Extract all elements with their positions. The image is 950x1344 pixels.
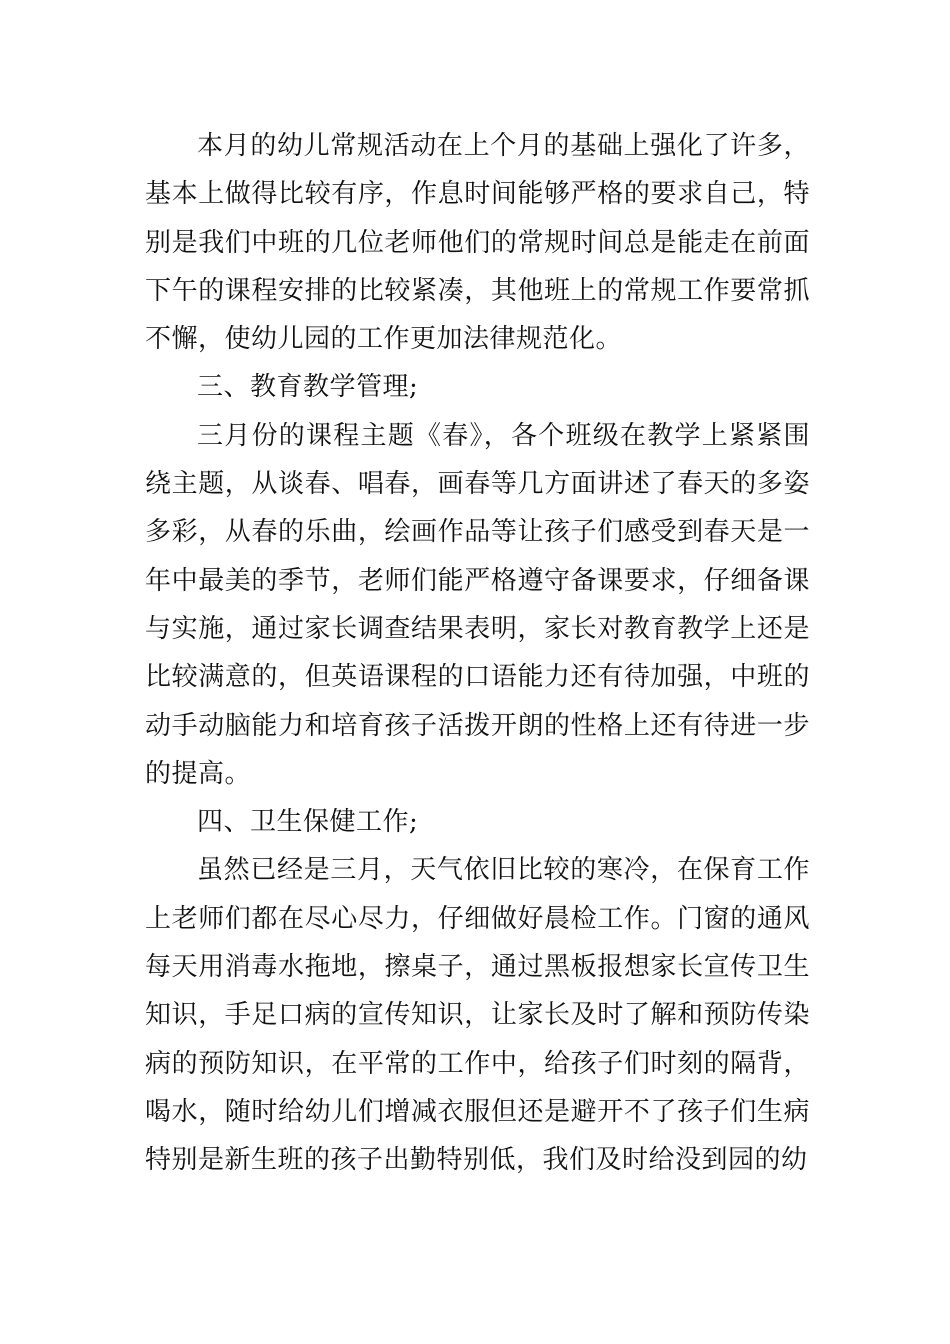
paragraph-routine: 本月的幼儿常规活动在上个月的基础上强化了许多，基本上做得比较有序，作息时间能够严格的要求自己，特别是我们中班的几位老师他们的常规时间总是能走在前面下午的课程安排的比较紧凑，其他班上的常规工作要常抓不懈，使幼儿园的工作更加法律规范化。 bbox=[145, 131, 810, 355]
section-heading-teaching: 三、教育教学管理; bbox=[197, 372, 419, 403]
paragraph-teaching: 三月份的课程主题《春》，各个班级在教学上紧紧围绕主题，从谈春、唱春，画春等几方面讲述了春天的多姿多彩，从春的乐曲，绘画作品等让孩子们感受到春天是一年中最美的季节，老师们能严格遵守备课要求，仔细备课与实施，通过家长调查结果表明，家长对教育教学上还是比较满意的，但英语课程的口语能力还有待加强，中班的动手动脑能力和培育孩子活拨开朗的性格上还有待进一步的提高。 bbox=[145, 420, 810, 789]
document-body bbox=[145, 122, 810, 1185]
paragraph-health: 虽然已经是三月，天气依旧比较的寒冷，在保育工作上老师们都在尽心尽力，仔细做好晨检工作。门窗的通风每天用消毒水拖地，擦桌子，通过黑板报想家长宣传卫生知识，手足口病的宣传知识，让家长及时了解和预防传染病的预防知识，在平常的工作中，给孩子们时刻的隔背，喝水，随时给幼儿们增减衣服但还是避开不了孩子们生病特别是新生班的孩子出勤特别低，我们及时给没到园的幼 bbox=[145, 855, 810, 1176]
section-heading-health: 四、卫生保健工作; bbox=[197, 807, 419, 838]
